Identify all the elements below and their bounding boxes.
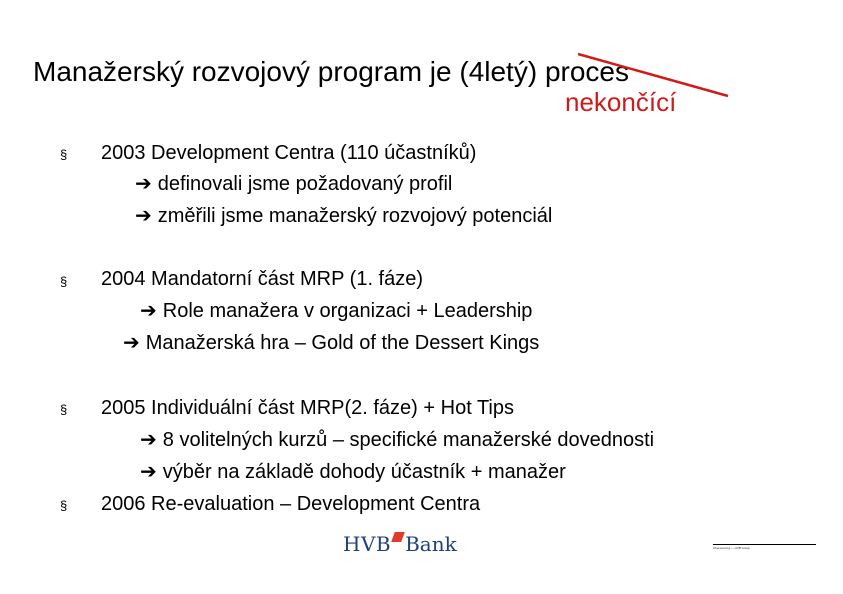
sub-item-text: změřili jsme manažerský rozvojový potenciál	[157, 205, 553, 227]
arrow-right-icon: ➔	[135, 205, 152, 227]
arrow-right-icon: ➔	[135, 173, 152, 195]
item-text: Mandatorní část MRP (1. fáze)	[145, 268, 424, 290]
item-2006	[101, 492, 480, 516]
footer-note: Übersetzung — HVB Group	[713, 546, 751, 550]
item-text: Development Centra (110 účastníků)	[145, 142, 477, 164]
item-2004	[101, 267, 423, 291]
arrow-right-icon: ➔	[123, 332, 140, 354]
item-year: 2004	[101, 268, 146, 290]
arrow-right-icon: ➔	[140, 429, 157, 451]
slide-title: Manažerský rozvojový program je (4letý) proces	[33, 56, 629, 87]
sub-item-text: 8 volitelných kurzů – specifické manažerské dovednosti	[162, 429, 655, 451]
logo-bank-text: Bank	[405, 532, 457, 556]
item-year: 2006	[101, 493, 146, 515]
bullet-marker: §	[60, 147, 68, 162]
title-correction: nekončící	[565, 87, 677, 117]
bullet-marker: §	[60, 498, 68, 513]
bullet-marker: §	[60, 274, 68, 289]
item-year: 2005	[101, 397, 146, 419]
item-text: Individuální část MRP(2. fáze) + Hot Tips	[145, 397, 514, 419]
footer-divider	[713, 544, 816, 545]
sub-item-text: Role manažera v organizaci + Leadership	[162, 300, 533, 322]
item-year: 2003	[101, 142, 146, 164]
sub-item-text: Manažerská hra – Gold of the Dessert Kings	[145, 332, 540, 354]
bullet-marker: §	[60, 402, 68, 417]
sub-item-text: definovali jsme požadovaný profil	[157, 173, 453, 195]
logo-hvb-text: HVB	[343, 532, 392, 556]
arrow-right-icon: ➔	[140, 300, 157, 322]
item-2003	[101, 141, 476, 165]
sub-item	[135, 172, 452, 196]
hvb-bank-logo	[343, 528, 457, 560]
sub-item	[123, 331, 539, 355]
sub-item	[140, 460, 566, 484]
logo-mark-icon	[391, 532, 405, 542]
sub-item	[140, 299, 532, 323]
item-2005	[101, 396, 514, 420]
arrow-right-icon: ➔	[140, 461, 157, 483]
sub-item	[140, 428, 654, 452]
sub-item-text: výběr na základě dohody účastník + manažer	[162, 461, 566, 483]
sub-item	[135, 204, 552, 228]
item-text: Re-evaluation – Development Centra	[145, 493, 481, 515]
